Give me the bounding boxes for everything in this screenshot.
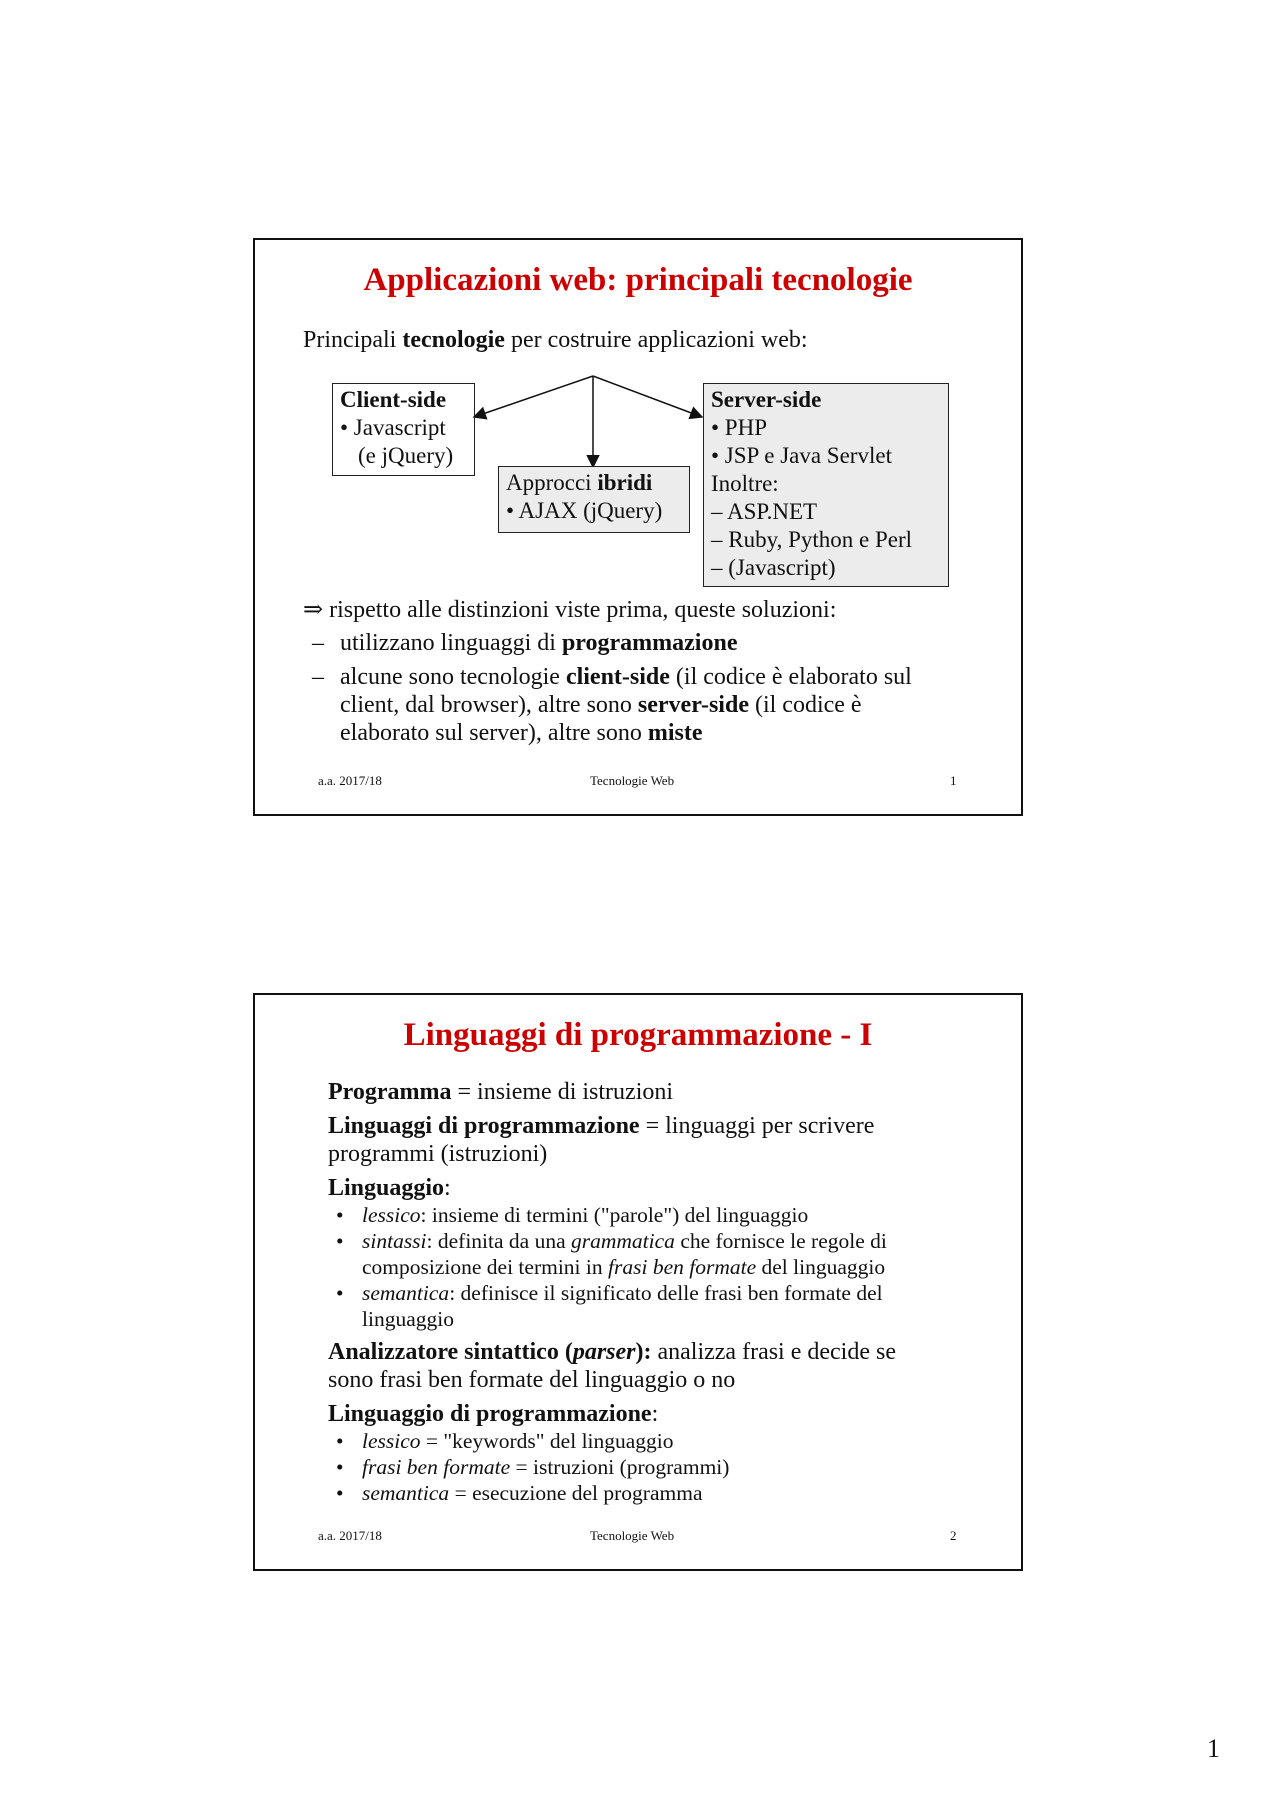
- text-bold: Linguaggi di programmazione: [328, 1113, 640, 1139]
- server-side-line: – ASP.NET: [711, 499, 818, 524]
- text-part: = "keywords" del linguaggio: [420, 1429, 674, 1453]
- dash-text-line: [340, 663, 993, 691]
- slide-1-title: Applicazioni web: principali tecnologie: [363, 262, 913, 298]
- text-part: (il codice è elaborato sul: [669, 664, 912, 690]
- text-bold: Analizzatore sintattico (: [328, 1339, 573, 1365]
- text-part: alcune sono tecnologie: [340, 664, 566, 690]
- text-part: composizione dei termini in: [362, 1255, 609, 1279]
- bullet-icon: •: [336, 1203, 344, 1227]
- bullet-list-linguaggio: [328, 1202, 988, 1332]
- dash-icon: –: [312, 630, 324, 656]
- text-part: client, dal browser), altre sono: [340, 692, 638, 718]
- bullet-icon: •: [336, 1455, 344, 1479]
- hybrid-bold: ibridi: [597, 470, 653, 495]
- definition-parser: [328, 1338, 988, 1366]
- list-item: [328, 1228, 988, 1280]
- dash-text-line: [340, 691, 993, 719]
- slide-1: [253, 238, 1023, 816]
- dash-icon: –: [312, 664, 324, 690]
- list-item: [328, 1202, 988, 1228]
- text-part: analizza frasi e decide se: [651, 1339, 896, 1365]
- text-part: = istruzioni (programmi): [510, 1455, 730, 1479]
- footer-left: a.a. 2017/18: [318, 1528, 382, 1543]
- text-part: :: [651, 1401, 659, 1427]
- text-part: : definisce il significato delle frasi ben formate del: [449, 1281, 883, 1305]
- text-part: del linguaggio: [756, 1255, 886, 1279]
- heading-linguaggio-programmazione: [328, 1400, 988, 1428]
- heading-linguaggio: [328, 1174, 988, 1202]
- definition-linguaggi-line2: programmi (istruzioni): [328, 1141, 548, 1167]
- client-side-heading: Client-side: [340, 387, 447, 412]
- slide-2: [253, 993, 1023, 1571]
- client-side-box: [332, 383, 475, 476]
- text-part: = linguaggi per scrivere: [639, 1113, 875, 1139]
- hybrid-line: • AJAX (jQuery): [506, 498, 663, 523]
- dash-text-line: [340, 719, 993, 747]
- text-bold: Linguaggio di programmazione: [328, 1401, 652, 1427]
- dash-item: [303, 663, 993, 747]
- bullet-icon: •: [336, 1429, 344, 1453]
- dash-bold: programmazione: [561, 630, 738, 656]
- text-bold: client-side: [565, 664, 670, 690]
- text-part: = insieme di istruzioni: [451, 1079, 674, 1105]
- hybrid-heading: [506, 469, 682, 497]
- dash-text: utilizzano linguaggi di: [340, 630, 562, 656]
- text-part: (il codice è: [748, 692, 862, 718]
- text-part: che fornisce le regole di: [674, 1229, 887, 1253]
- server-side-heading: Server-side: [711, 387, 822, 412]
- client-side-line: • Javascript: [340, 415, 446, 440]
- text-part: = esecuzione del programma: [449, 1481, 703, 1505]
- intro-post: per costruire applicazioni web:: [504, 327, 808, 353]
- text-bold: server-side: [637, 692, 749, 718]
- definition-parser-line2: sono frasi ben formate del linguaggio o no: [328, 1367, 736, 1393]
- footer-center: Tecnologie Web: [590, 773, 675, 788]
- text-italic: frasi ben formate: [362, 1455, 511, 1479]
- list-item: [328, 1428, 988, 1454]
- implies-icon: ⇒: [303, 597, 324, 623]
- hybrid-pre: Approcci: [506, 470, 598, 495]
- definition-programma: [328, 1078, 988, 1106]
- intro-bold: tecnologie: [402, 327, 505, 353]
- text-bold-italic: parser: [572, 1339, 636, 1365]
- list-item: [328, 1480, 988, 1506]
- slide-2-title: Linguaggi di programmazione - I: [403, 1017, 873, 1053]
- text-italic: semantica: [362, 1281, 450, 1305]
- arrow-to-client: [474, 376, 593, 417]
- server-side-line: • JSP e Java Servlet: [711, 443, 892, 468]
- footer-center: Tecnologie Web: [590, 1528, 675, 1543]
- text-part: elaborato sul server), altre sono: [340, 720, 648, 746]
- text-bold: ):: [635, 1339, 652, 1365]
- implies-text: rispetto alle distinzioni viste prima, queste soluzioni:: [329, 597, 837, 623]
- bullet-icon: •: [336, 1481, 344, 1505]
- list-item: [328, 1280, 988, 1332]
- definition-linguaggi: [328, 1112, 988, 1140]
- implies-line: [303, 596, 836, 624]
- server-side-box: [703, 383, 949, 587]
- dash-item: [303, 629, 993, 657]
- text-italic: lessico: [362, 1429, 421, 1453]
- footer-left: a.a. 2017/18: [318, 773, 382, 788]
- server-side-line: Inoltre:: [711, 471, 779, 496]
- text-italic: semantica: [362, 1481, 450, 1505]
- server-side-line: – Ruby, Python e Perl: [711, 527, 913, 552]
- text-bold: Programma: [328, 1079, 452, 1105]
- client-side-line: (e jQuery): [358, 443, 454, 468]
- text-italic: frasi ben formate: [608, 1255, 757, 1279]
- text-italic: sintassi: [362, 1229, 427, 1253]
- server-side-line: • PHP: [711, 415, 767, 440]
- bullet-icon: •: [336, 1281, 344, 1305]
- text-part: :: [444, 1175, 451, 1201]
- server-side-line: – (Javascript): [711, 555, 836, 580]
- bullet-icon: •: [336, 1229, 344, 1253]
- bullet-list-programmazione: [328, 1428, 988, 1506]
- hybrid-box: [498, 466, 690, 533]
- text-bold: Linguaggio: [328, 1175, 445, 1201]
- page-number: 1: [1207, 1734, 1220, 1763]
- footer-right: 1: [950, 773, 957, 788]
- list-item: [328, 1454, 988, 1480]
- text-bold: miste: [647, 720, 703, 746]
- text-italic: grammatica: [571, 1229, 675, 1253]
- text-part: : definita da una: [426, 1229, 572, 1253]
- slide-2-body: [328, 1078, 988, 1506]
- intro-pre: Principali: [303, 327, 403, 353]
- text-italic: lessico: [362, 1203, 421, 1227]
- arrow-to-server: [593, 376, 702, 417]
- dash-list: [303, 629, 993, 747]
- text-part: : insieme di termini ("parole") del linguaggio: [420, 1203, 809, 1227]
- text-part: linguaggio: [362, 1307, 454, 1331]
- footer-right: 2: [950, 1528, 957, 1543]
